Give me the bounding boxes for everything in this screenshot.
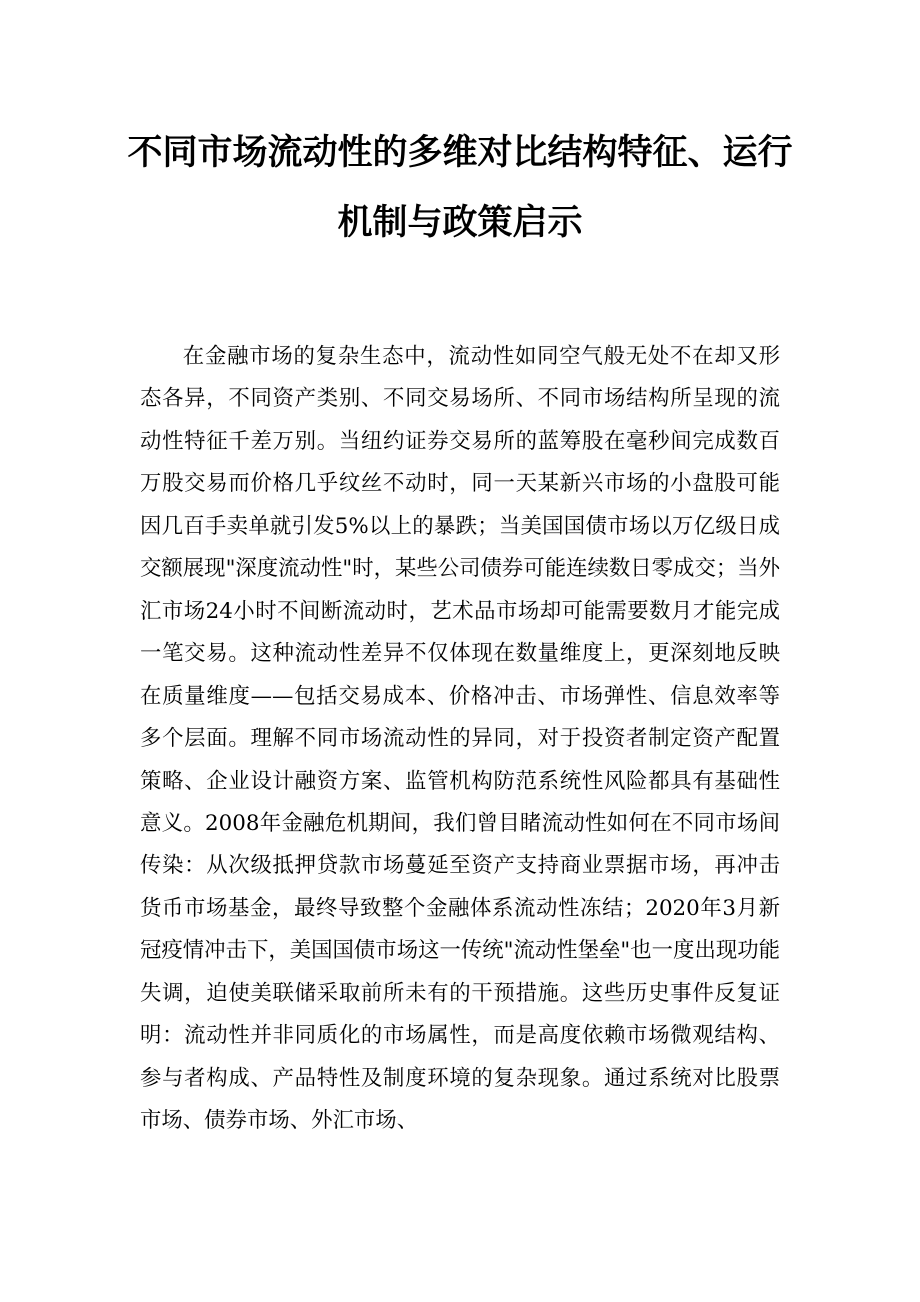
document-title: 不同市场流动性的多维对比结构特征、运行机制与政策启示	[127, 133, 793, 243]
body-paragraph: 在金融市场的复杂生态中，流动性如同空气般无处不在却又形态各异，不同资产类别、不同交易场所、不同市场结构所呈现的流动性特征千差万别。当纽约证券交易所的蓝筹股在毫秒间完成数百万股交易而价格几乎纹丝不动时，同一天某新兴市场的小盘股可能因几百手卖单就引发5%以上的暴跌；当美国国债市场以万亿级日成交额展现"深度流动性"时，某些公司债券可能连续数日零成交；当外汇市场24小时不间断流动时，艺术品市场却可能需要数月才能完成一笔交易。这种流动性差异不仅体现在数量维度上，更深刻地反映在质量维度——包括交易成本、价格冲击、市场弹性、信息效率等多个层面。理解不同市场流动性的异同，对于投资者制定资产配置策略、企业设计融资方案、监管机构防范系统性风险都具有基础性意义。2008年金融危机期间，我们曾目睹流动性如何在不同市场间传染：从次级抵押贷款市场蔓延至资产支持商业票据市场，再冲击货币市场基金，最终导致整个金融体系流动性冻结；2020年3月新冠疫情冲击下，美国国债市场这一传统"流动性堡垒"也一度出现功能失调，迫使美联储采取前所未有的干预措施。这些历史事件反复证明：流动性并非同质化的市场属性，而是高度依赖市场微观结构、参与者构成、产品特性及制度环境的复杂现象。通过系统对比股票市场、债券市场、外汇市场、	[140, 344, 781, 1134]
